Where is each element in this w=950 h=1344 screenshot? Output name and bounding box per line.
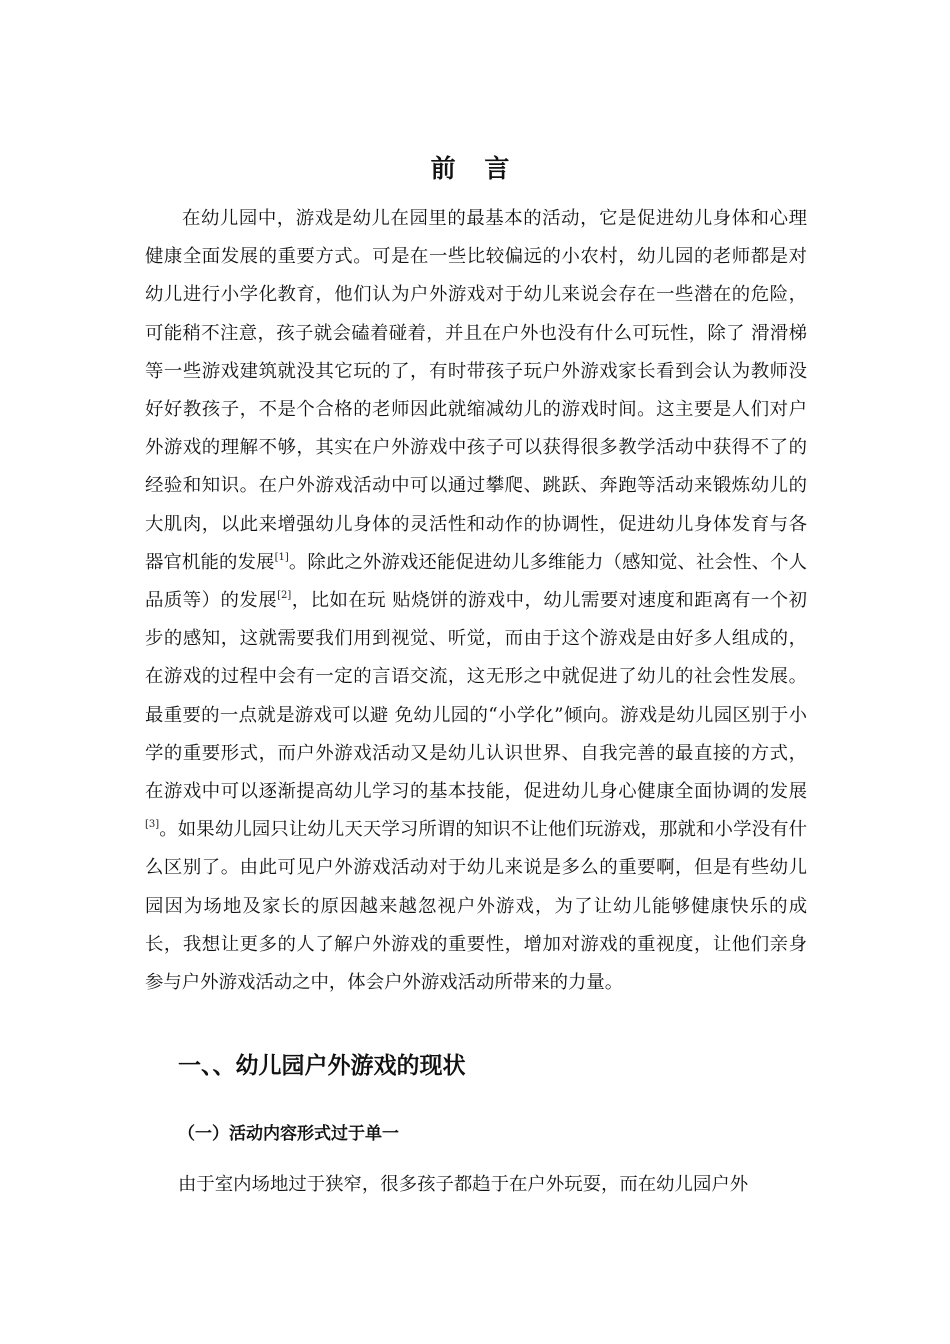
preface-paragraph bbox=[145, 200, 807, 1002]
citation-3: [3] bbox=[145, 819, 160, 831]
preface-text-part-2: 。除此之外游戏还能促进幼儿多维能力（感知觉、社会性、个人品质等）的发展 bbox=[145, 551, 807, 612]
preface-body bbox=[145, 200, 807, 1002]
citation-2: [2] bbox=[277, 590, 292, 602]
section-heading: 一、、幼儿园户外游戏的现状 bbox=[178, 1053, 466, 1079]
preface-text-part-4: 。如果幼儿园只让幼儿天天学习所谓的知识不让他们玩游戏，那就和小学没有什么区别了。由此可见户外游戏活动对于幼儿来说是多么的重要啊，但是有些幼儿园因为场地及家长的原因越来越忽视户外游戏，为了让幼儿能够健康快乐的成长，我想让更多的人了解户外游戏的重要性，增加对游戏的重视度，让他们亲身参与户外游戏活动之中，体会户外游戏活动所带来的力量。 bbox=[145, 819, 807, 994]
preface-text-part-1: 在幼儿园中，游戏是幼儿在园里的最基本的活动，它是促进幼儿身体和心理健康全面发展的重要方式。可是在一些比较偏远的小农村，幼儿园的老师都是对幼儿进行小学化教育，他们认为户外游戏对于幼儿来说会存在一些潜在的危险，可能稍不注意，孩子就会磕着碰着，并且在户外也没有什么可玩性，除了 滑滑梯等一些游戏建筑就没其它玩的了，有时带孩子玩户外游戏家长看到会认为教师没好好教孩子，不是个合格的老师因此就缩减幼儿的游戏时间。这主要是人们对户外游戏的理解不够，其实在户外游戏中孩子可以获得很多教学活动中获得不了的经验和知识。在户外游戏活动中可以通过攀爬、跳跃、奔跑等活动来锻炼幼儿的大肌肉，以此来增强幼儿身体的灵活性和动作的协调性，促进幼儿身体发育与各器官机能的发展 bbox=[145, 208, 807, 573]
preface-text-part-3: ，比如在玩 贴烧饼的游戏中，幼儿需要对速度和距离有一个初步的感知，这就需要我们用到视觉、听觉，而由于这个游戏是由好多人组成的，在游戏的过程中会有一定的言语交流，这无形之中就促进了幼儿的社会性发展。最重要的一点就是游戏可以避 免幼儿园的“小学化”倾向。游戏是幼儿园区别于小学的重要形式，而户外游戏活动又是幼儿认识世界、自我完善的最直接的方式，在游戏中可以逐渐提高幼儿学习的基本技能，促进幼儿身心健康全面协调的发展 bbox=[145, 590, 807, 803]
page-title: 前 言 bbox=[430, 153, 520, 183]
citation-1: [1] bbox=[274, 551, 289, 563]
subsection-heading: （一）活动内容形式过于单一 bbox=[178, 1124, 399, 1144]
subsection-text: 由于室内场地过于狭窄，很多孩子都趋于在户外玩耍，而在幼儿园户外 bbox=[178, 1174, 749, 1195]
